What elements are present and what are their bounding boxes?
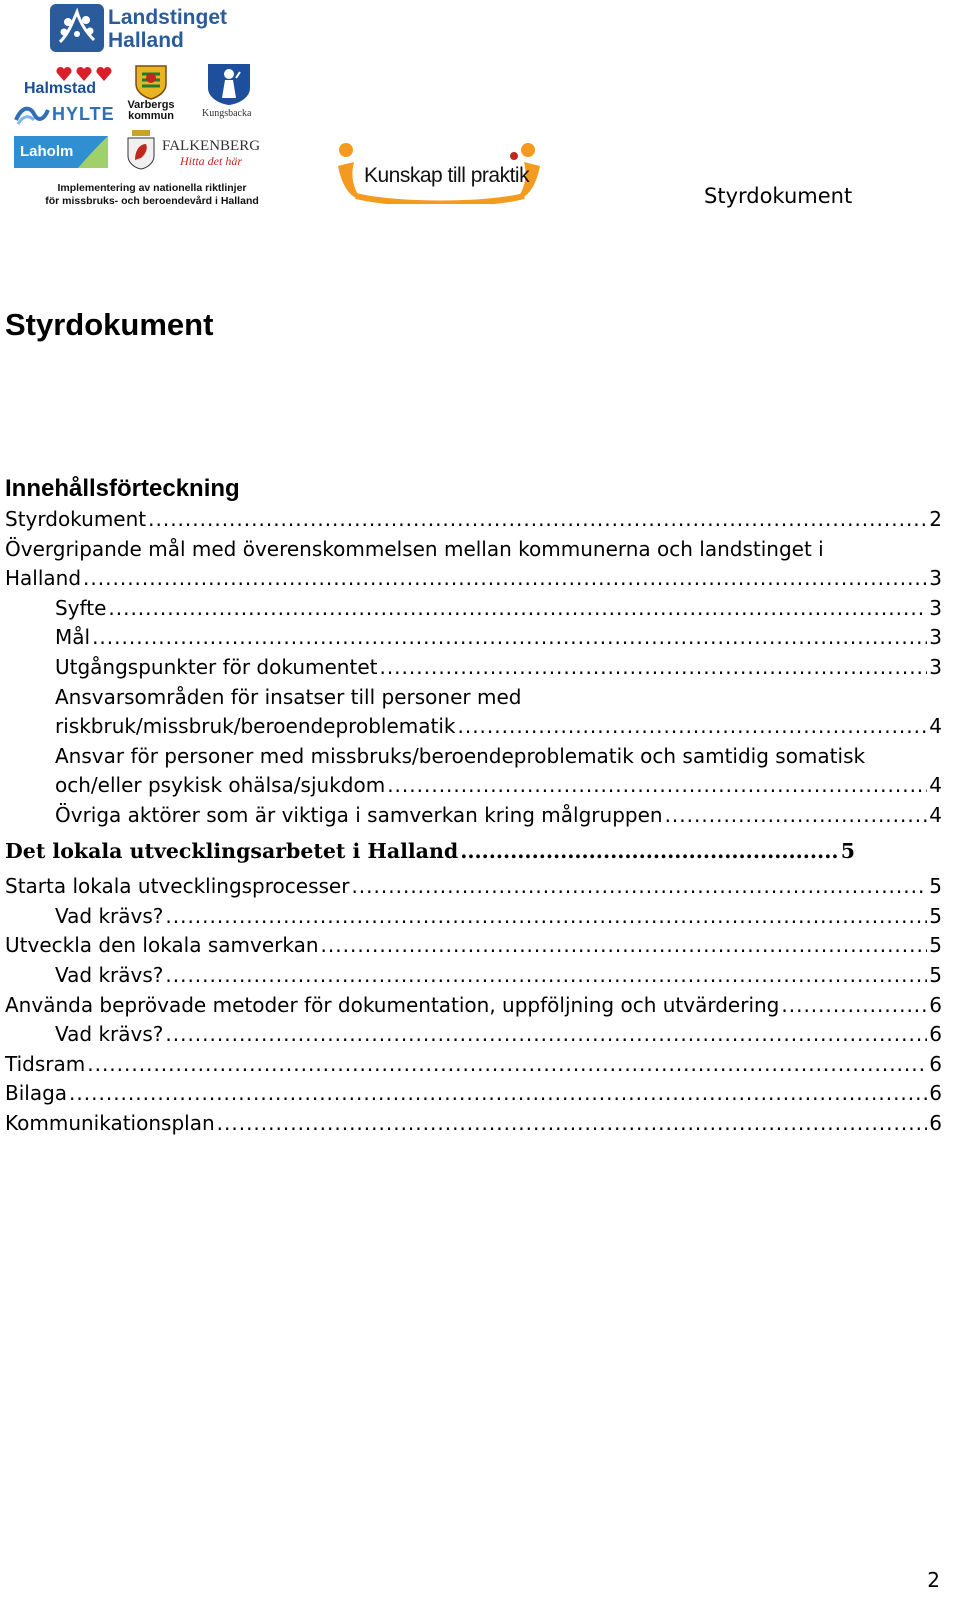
toc-dot-leader bbox=[87, 1050, 927, 1080]
toc-page-number: 5 bbox=[840, 838, 855, 863]
toc-entry-title: Halland bbox=[5, 566, 82, 591]
kunskap-logo-text: Kunskap till praktik bbox=[364, 164, 530, 187]
varberg-logo-text-line1: Varbergs bbox=[127, 99, 175, 111]
toc-page-number: 3 bbox=[929, 566, 942, 591]
falkenberg-logo-text: FALKENBERG bbox=[162, 138, 261, 154]
toc-entry-title: Starta lokala utvecklingsprocesser bbox=[5, 874, 350, 899]
hylte-logo-text: HYLTE bbox=[52, 104, 115, 124]
toc-page-number: 4 bbox=[929, 714, 942, 739]
toc-entry-title: Det lokala utvecklingsarbetet i Halland bbox=[5, 838, 459, 863]
toc-dot-leader bbox=[148, 505, 927, 535]
toc-page-number: 3 bbox=[929, 654, 942, 679]
toc-dot-leader bbox=[108, 594, 927, 624]
falkenberg-slogan: Hitta det här bbox=[180, 154, 242, 168]
toc-page-number: 6 bbox=[929, 1051, 942, 1076]
landstinget-name-line1: Landstinget bbox=[108, 6, 227, 29]
project-caption-line1: Implementering av nationella riktlinjer bbox=[57, 182, 247, 194]
toc-dot-leader bbox=[457, 712, 927, 742]
toc-entry[interactable] bbox=[5, 535, 942, 594]
toc-page-number: 5 bbox=[929, 962, 942, 987]
toc-entry[interactable] bbox=[5, 683, 942, 742]
toc-page-number: 5 bbox=[929, 903, 942, 928]
toc-dot-leader bbox=[69, 1079, 927, 1109]
toc-entry[interactable] bbox=[5, 961, 942, 991]
laholm-logo bbox=[14, 136, 108, 168]
toc-page-number: 3 bbox=[929, 595, 942, 620]
laholm-wave-icon bbox=[78, 136, 108, 168]
toc-page-number: 3 bbox=[929, 625, 942, 650]
toc-entry[interactable] bbox=[5, 1109, 942, 1139]
header-document-label: Styrdokument bbox=[704, 184, 853, 208]
toc-entry[interactable] bbox=[5, 1050, 942, 1080]
toc-dot-leader bbox=[321, 931, 928, 961]
partner-logos bbox=[10, 0, 286, 212]
toc-entry[interactable] bbox=[5, 991, 942, 1021]
laholm-logo-text: Laholm bbox=[20, 143, 74, 160]
toc-entry[interactable] bbox=[5, 872, 942, 902]
toc-entry[interactable] bbox=[5, 623, 942, 653]
landstinget-name-line2: Halland bbox=[108, 29, 184, 52]
toc-page-number: 2 bbox=[929, 507, 942, 531]
toc-entry[interactable] bbox=[5, 594, 942, 624]
toc-entry-title: Vad krävs? bbox=[55, 903, 164, 928]
toc-heading: Innehållsförteckning bbox=[5, 475, 240, 502]
toc-entry[interactable] bbox=[5, 931, 942, 961]
toc-entry-title: Använda beprövade metoder för dokumentation, uppföljning och utvärdering bbox=[5, 992, 780, 1017]
halmstad-logo-text: Halmstad bbox=[24, 80, 97, 97]
toc-entry-title: riskbruk/missbruk/beroendeproblematik bbox=[55, 714, 456, 739]
toc-entry-title: Tidsram bbox=[5, 1051, 86, 1076]
toc-dot-leader bbox=[665, 801, 928, 831]
toc-entry-title: Vad krävs? bbox=[55, 1022, 164, 1047]
toc-entry-title: Utgångspunkter för dokumentet bbox=[55, 654, 378, 679]
toc-page-number: 5 bbox=[929, 874, 942, 899]
toc-dot-leader bbox=[165, 1020, 927, 1050]
toc-page-number: 4 bbox=[929, 773, 942, 798]
toc-entry-title: Styrdokument bbox=[5, 507, 147, 531]
toc-dot-leader bbox=[165, 961, 927, 991]
toc-entry[interactable] bbox=[5, 505, 942, 535]
hylte-swirl-icon bbox=[14, 104, 50, 126]
toc-dot-leader bbox=[165, 902, 927, 932]
toc-page-number: 5 bbox=[929, 933, 942, 958]
table-of-contents bbox=[5, 505, 942, 1138]
toc-dot-leader bbox=[781, 991, 927, 1021]
toc-entry-title-lead: Övergripande mål med överenskommelsen mellan kommunerna och landstinget i bbox=[5, 536, 824, 561]
toc-entry-title-lead: Ansvarsområden för insatser till personer med bbox=[55, 684, 522, 709]
toc-page-number: 4 bbox=[929, 802, 942, 827]
toc-dot-leader bbox=[460, 837, 839, 867]
toc-dot-leader bbox=[83, 564, 927, 594]
toc-entry-title: Utveckla den lokala samverkan bbox=[5, 933, 319, 958]
toc-page-number: 6 bbox=[929, 1022, 942, 1047]
toc-page-number: 6 bbox=[929, 1110, 942, 1135]
toc-entry[interactable] bbox=[5, 1079, 942, 1109]
kungsbacka-crest-icon bbox=[206, 62, 252, 106]
kungsbacka-logo-text: Kungsbacka bbox=[202, 108, 252, 119]
toc-entry[interactable] bbox=[5, 801, 942, 831]
toc-entry[interactable] bbox=[5, 837, 942, 867]
page-number: 2 bbox=[927, 1568, 940, 1592]
toc-entry-title: Syfte bbox=[55, 595, 107, 620]
project-caption-line2: för missbruks- och beroendevård i Halland bbox=[45, 194, 259, 207]
toc-entry[interactable] bbox=[5, 902, 942, 932]
toc-dot-leader bbox=[217, 1109, 928, 1139]
toc-entry[interactable] bbox=[5, 1020, 942, 1050]
toc-entry-title: Bilaga bbox=[5, 1081, 68, 1106]
toc-dot-leader bbox=[387, 771, 927, 801]
falkenberg-crest-icon bbox=[126, 130, 156, 170]
toc-entry-title: Kommunikationsplan bbox=[5, 1110, 215, 1135]
landstinget-emblem-icon bbox=[50, 4, 104, 52]
toc-dot-leader bbox=[92, 623, 927, 653]
toc-entry[interactable] bbox=[5, 742, 942, 801]
toc-dot-leader bbox=[379, 653, 927, 683]
toc-entry-title-lead: Ansvar för personer med missbruks/beroendeproblematik och samtidig somatisk bbox=[55, 743, 866, 768]
kunskap-till-praktik-logo bbox=[336, 140, 546, 204]
toc-page-number: 6 bbox=[929, 1081, 942, 1106]
landstinget-halland-logo bbox=[50, 4, 250, 54]
toc-entry-title: och/eller psykisk ohälsa/sjukdom bbox=[55, 773, 386, 798]
varberg-crest-icon bbox=[134, 64, 168, 100]
toc-entry-title: Övriga aktörer som är viktiga i samverkan kring målgruppen bbox=[55, 802, 663, 827]
toc-entry-title: Vad krävs? bbox=[55, 962, 164, 987]
page-title: Styrdokument bbox=[5, 307, 214, 342]
toc-entry[interactable] bbox=[5, 653, 942, 683]
toc-dot-leader bbox=[351, 872, 927, 902]
toc-entry-title: Mål bbox=[55, 625, 91, 650]
varberg-logo-text-line2: kommun bbox=[128, 110, 174, 122]
toc-page-number: 6 bbox=[929, 992, 942, 1017]
